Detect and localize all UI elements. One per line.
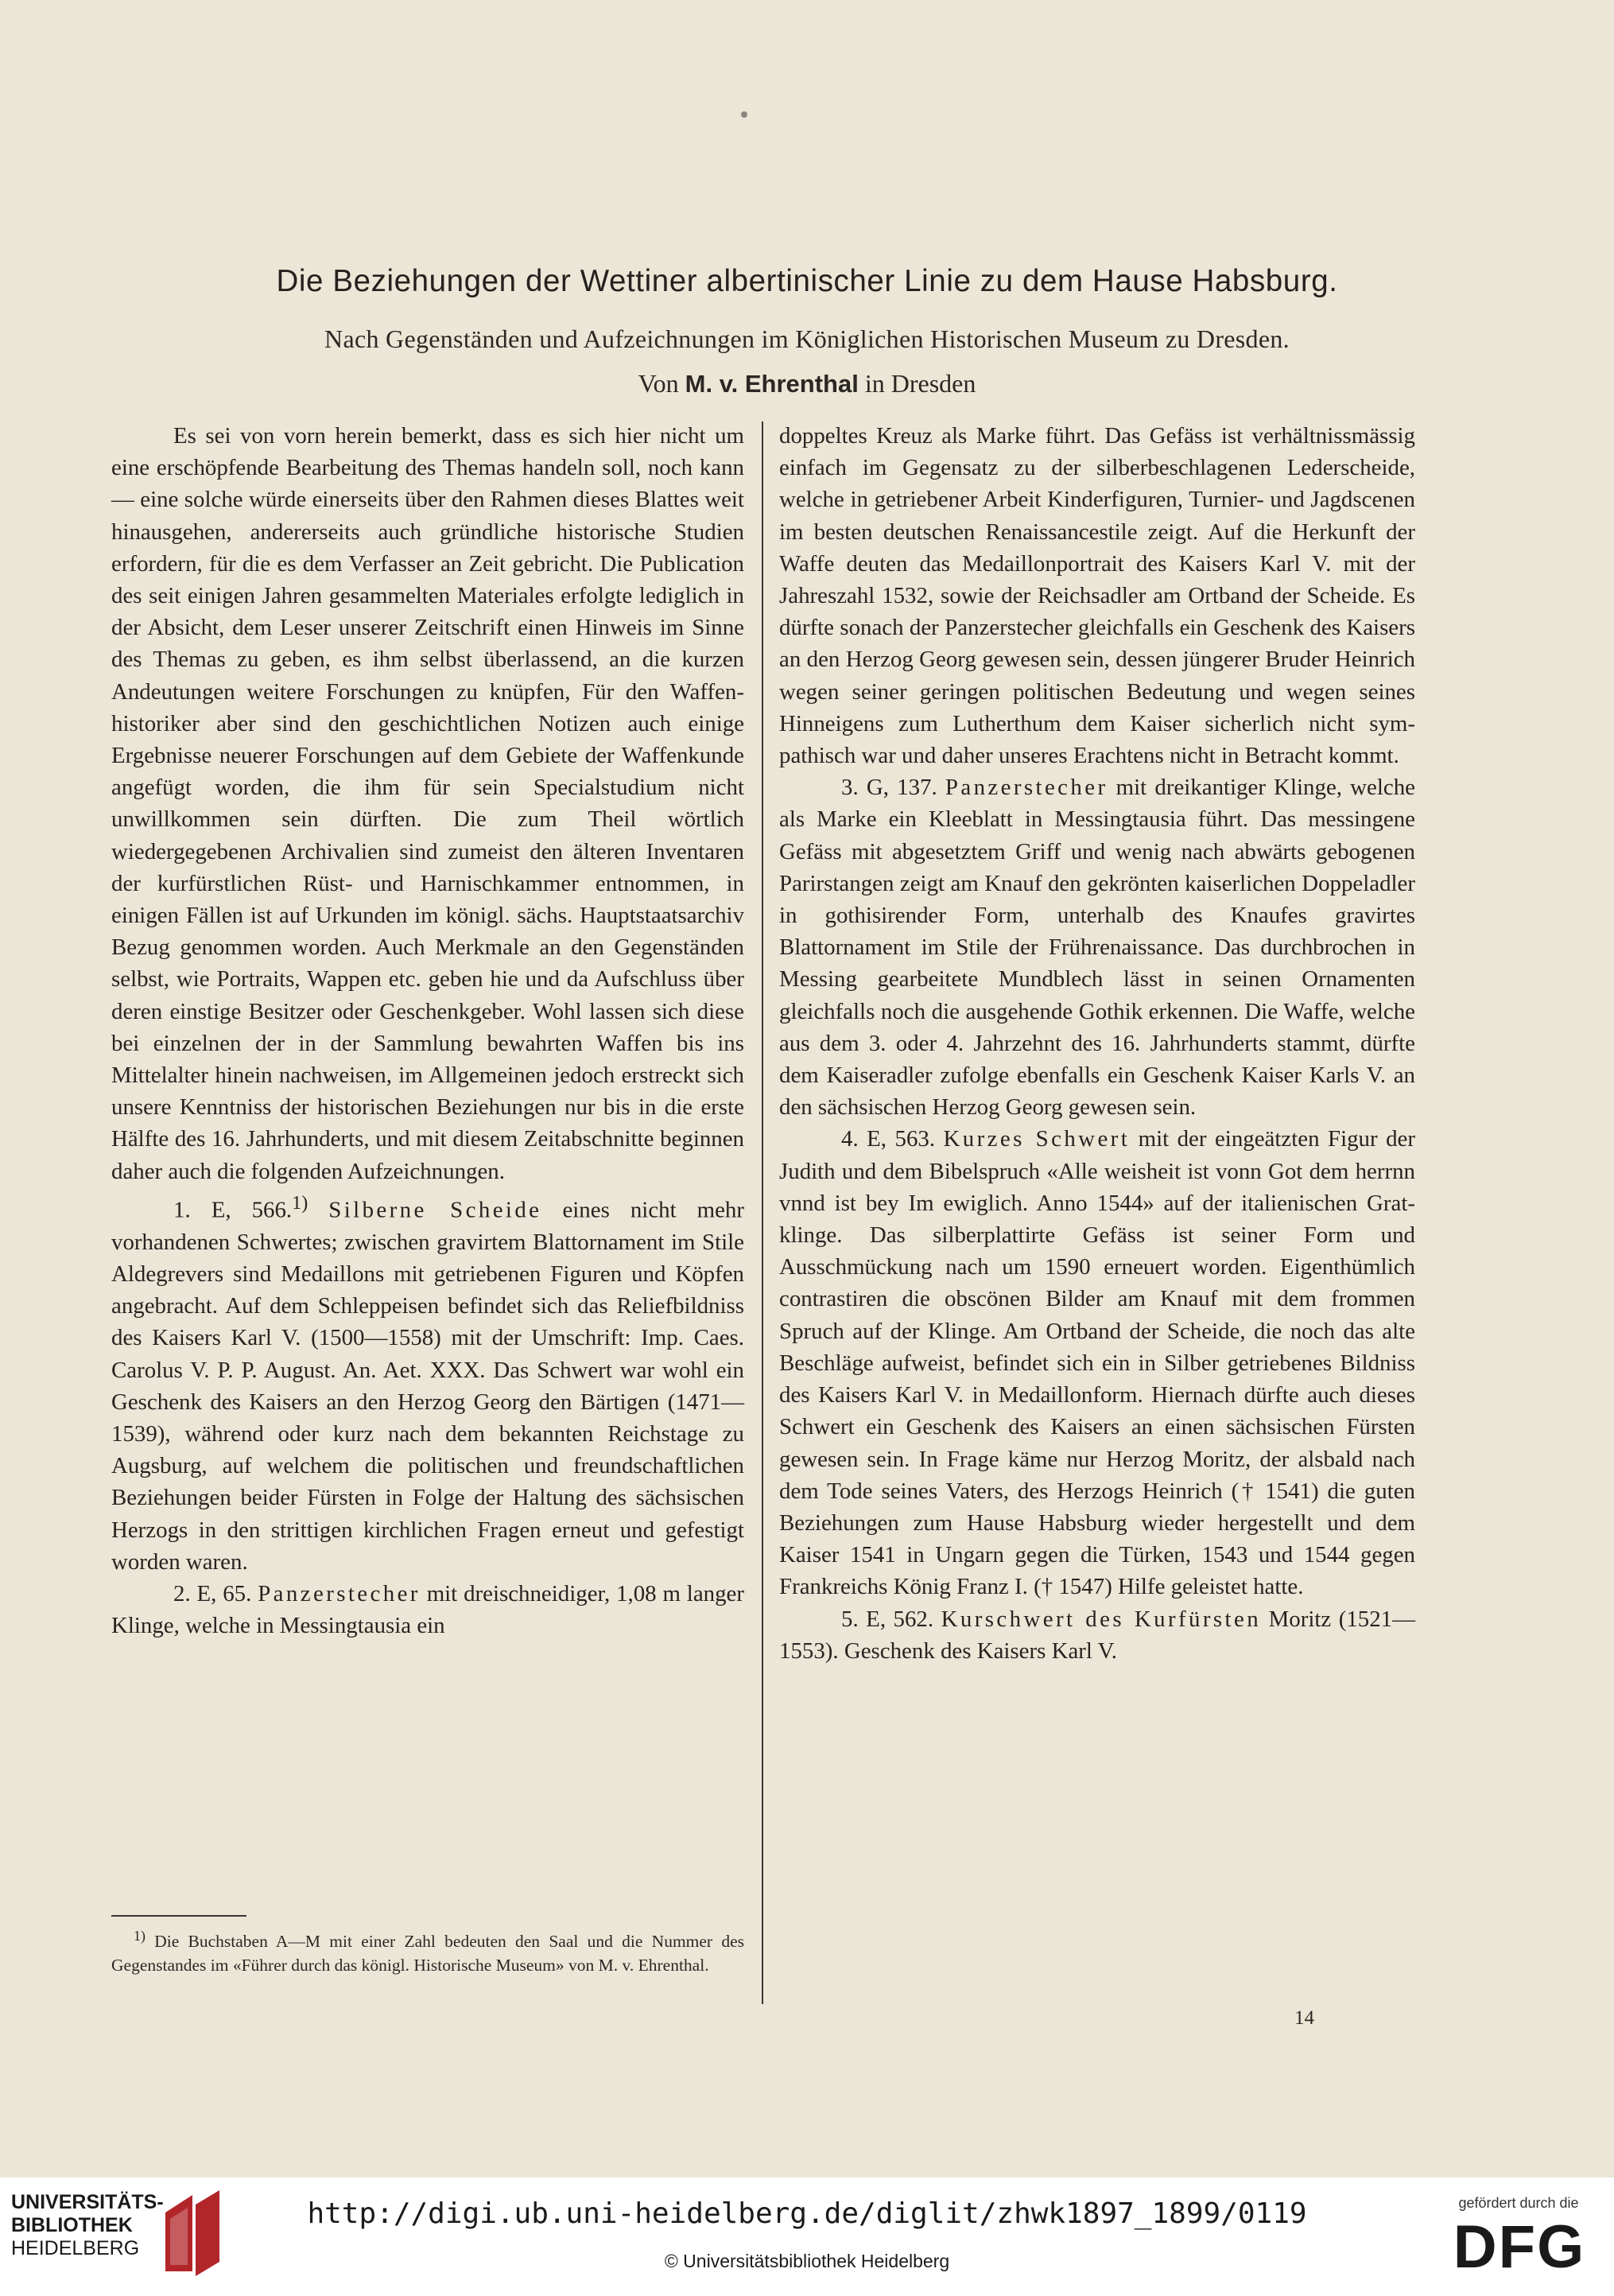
author-name: M. v. Ehrenthal <box>685 370 859 398</box>
item-2-continuation: doppeltes Kreuz als Marke führt. Das Gefäss ist verhältnissmässig einfach im Gegensatz zu der silberbeschlagenen Lederscheide, welche in getriebener Arbeit Kinderfiguren, Turnier- und Jagdscenen im besten deutschen Renaissancestile zeigt. Auf die Herkunft der Waffe deuten das Medaillonportrait des Kaisers Karl V. mit der Jahreszahl 1532, sowie der Reichsadler am Ortband der Scheide. Es dürfte sonach der Panzerstecher gleichfalls ein Geschenk des Kaisers an den Herzog Georg gewesen sein, dessen jüngerer Bruder Heinrich wegen seiner geringen politischen Bedeutung und wegen seines Hinneigens zum Lutherthum dem Kaiser sicherlich nicht sympathisch war und daher unseres Erachtens nicht in Betracht kommt. <box>779 423 1415 769</box>
item-5-heading: Kurschwert des Kurfürsten <box>941 1606 1262 1632</box>
item-4-heading: Kurzes Schwert <box>943 1126 1131 1152</box>
item-2-paragraph <box>111 1578 744 1641</box>
byline-suffix: in Dresden <box>864 369 976 398</box>
item-3-paragraph <box>779 771 1415 1123</box>
item-2-number: 2. E, 65. <box>173 1580 252 1606</box>
column-divider <box>762 422 763 2004</box>
article-subtitle: Nach Gegenständen und Aufzeichnungen im Königlichen Historischen Museum zu Dresden. <box>324 324 1290 353</box>
item-1-heading: Silberne Scheide <box>328 1197 542 1223</box>
item-2-text: mit dreischneidiger, 1,08 m langer Klinge, welche in Messingtausia ein <box>111 1580 744 1639</box>
digitization-footer <box>0 2178 1614 2296</box>
item-3-heading: Panzerstecher <box>945 775 1108 801</box>
footnote-rule <box>111 1915 246 1917</box>
library-name-line3: HEIDELBERG <box>11 2237 140 2259</box>
permalink-url[interactable]: http://digi.ub.uni-heidelberg.de/diglit/zhwk1897_1899/0119 <box>307 2197 1307 2230</box>
dfg-logo: DFG <box>1453 2213 1586 2281</box>
footnote-ref: 1) <box>292 1192 308 1214</box>
item-4-number: 4. E, 563. <box>841 1126 936 1152</box>
item-1-number: 1. E, 566. <box>173 1197 293 1223</box>
copyright-notice: © Universitätsbibliothek Heidelberg <box>664 2251 950 2271</box>
paper-speck <box>741 111 747 118</box>
library-name-line1: UNIVERSITÄTS- <box>11 2191 164 2213</box>
item-1-paragraph <box>111 1187 744 1578</box>
item-5-text: Moritz (1521—1553). Geschenk des Kaisers Karl V. <box>779 1606 1415 1664</box>
item-2-heading: Panzerstecher <box>258 1580 421 1606</box>
right-column <box>779 420 1415 1667</box>
left-column <box>111 420 744 1641</box>
footnote-text: Die Buchstaben A—M mit einer Zahl bedeuten den Saal und die Nummer des Gegenstandes im «Führer durch das königl. Historische Museum» von M. v. Ehrenthal. <box>111 1932 745 1975</box>
intro-paragraph: Es sei von vorn herein bemerkt, dass es sich hier nicht um eine erschöpfende Bearbeitung des Themas handeln soll, noch kann — eine solche würde einerseits über den Rahmen dieses Blattes weit hinausgehen, andererseits auch gründliche historische Studien erfordern, für die es dem Verfasser an Zeit gebricht. Die Publication des seit einigen Jahren gesammelten Materiales erfolgte lediglich in der Absicht, dem Leser unserer Zeitschrift einen Hinweis im Sinne des Themas zu geben, es ihm selbst überlassend, an die kurzen Andeutungen weitere Forschungen zu knüpfen, Für den Waffenhistoriker aber sind den geschichtlichen Notizen auch einige Ergebnisse neuerer Forschungen auf dem Gebiete der Waffenkunde angefügt worden, die ihm für sein Specialstudium nicht unwillkommen sein dürften. Die zum Theil wörtlich wiedergegebenen Archivalien sind zumeist den älteren Inventaren der kurfürstlichen Rüst- und Harnischkammer entnommen, in einigen Fällen ist auf Urkunden im königl. sächs. Hauptstaatsarchiv Bezug genommen worden. Auch Merkmale an den Gegenständen selbst, wie Portraits, Wappen etc. geben hie und da Aufschluss über deren einstige Besitzer oder Geschenkgeber. Wohl lassen sich diese bei einzelnen der in der Sammlung bewahrten Waffen bis ins Mittelalter hinein nachweisen, im Allgemeinen jedoch erstreckt sich unsere Kenntniss der historischen Beziehungen nur bis in die erste Hälfte des 16. Jahrhunderts, und mit diesem Zeitabschnitte beginnen daher auch die folgenden Aufzeichnungen. <box>111 423 744 1184</box>
item-5-paragraph <box>779 1603 1415 1667</box>
item-5-number: 5. E, 562. <box>841 1606 934 1632</box>
item-3-number: 3. G, 137. <box>841 775 937 801</box>
byline <box>0 369 1614 398</box>
item-3-text: mit dreikantiger Klinge, welche als Marke ein Kleeblatt in Messingtausia führt. Das messingene Gefäss mit abgesetztem Griff und wenig nach abwärts gebogenen Parirstangen zeigt am Knauf den gekrönten kaiserlichen Doppeladler in gothisirender Form, unterhalb des Knaufes gravirtes Blattornament im Stile der Frührenaissance. Das durchbrochen in Messing gearbeitete Mundblech lässt in seinen Ornamenten gleichfalls noch die ausgehende Gothik erkennen. Die Waffe, welche aus dem 3. oder 4. Jahrzehnt des 16. Jahrhunderts stammt, dürfte dem Kaiseradler zufolge ebenfalls ein Geschenk Kaiser Karls V. an den sächsischen Herzog Georg gewesen sein. <box>779 775 1415 1121</box>
footnote <box>111 1925 744 1977</box>
footnote-marker: 1) <box>134 1928 145 1944</box>
item-4-paragraph <box>779 1123 1415 1603</box>
item-1-text: eines nicht mehr vorhandenen Schwertes; zwischen gravirtem Blattornament im Stile Aldegrevers sind Medaillons mit getriebenen Figuren und Köpfen angebracht. Auf dem Schleppeisen befindet sich das Reliefbildniss des Kaisers Karl V. (1500—1558) mit der Umschrift: Imp. Caes. Carolus V. P. P. August. An. Aet. XXX. Das Schwert war wohl ein Geschenk des Kaisers an den Herzog Georg den Bärtigen (1471—1539), während oder kurz nach dem bekannten Reichstage zu Augsburg, auf welchem die politischen und freundschaftlichen Beziehungen beider Fürsten in Folge der Haltung des sächsischen Herzogs in den strittigen kirchlichen Fragen erneut und gefestigt worden waren. <box>111 1197 744 1575</box>
item-4-text: mit der eingeätzten Figur der Judith und dem Bibelspruch «Alle weisheit ist vonn Got dem herrnn vnnd ist bey Im ewiglich. Anno 1544» auf der italienischen Gratklinge. Das silberplattirte Gefäss ist seiner Form und Ausschmückung nach um 1590 erneuert worden. Eigenthümlich contrastiren die obscönen Bilder am Knauf mit dem frommen Spruch auf der Klinge. Am Ortband der Scheide, die noch das alte Beschläge aufweist, befindet sich ein in Silber getriebenes Bildniss des Kaisers Karl V. in Medaillonform. Hiernach dürfte auch dieses Schwert ein Geschenk des Kaisers an einen sächsischen Fürsten gewesen sein. In Frage käme nur Herzog Moritz, der alsbald nach dem Tode seines Vaters, des Herzogs Heinrich († 1541) die guten Beziehungen zum Hause Habsburg wieder hergestellt und dem Kaiser 1541 in Ungarn gegen die Türken, 1543 und 1544 gegen Frankreichs König Franz I. († 1547) Hilfe geleistet hatte. <box>779 1126 1415 1600</box>
page-number: 14 <box>1294 2007 1314 2029</box>
byline-prefix: Von <box>638 369 679 398</box>
funded-by-label: gefördert durch die <box>1458 2195 1579 2211</box>
article-title: Die Beziehungen der Wettiner albertinischer Linie zu dem Hause Habsburg. <box>276 264 1338 298</box>
library-name-line2: BIBLIOTHEK <box>11 2214 133 2236</box>
